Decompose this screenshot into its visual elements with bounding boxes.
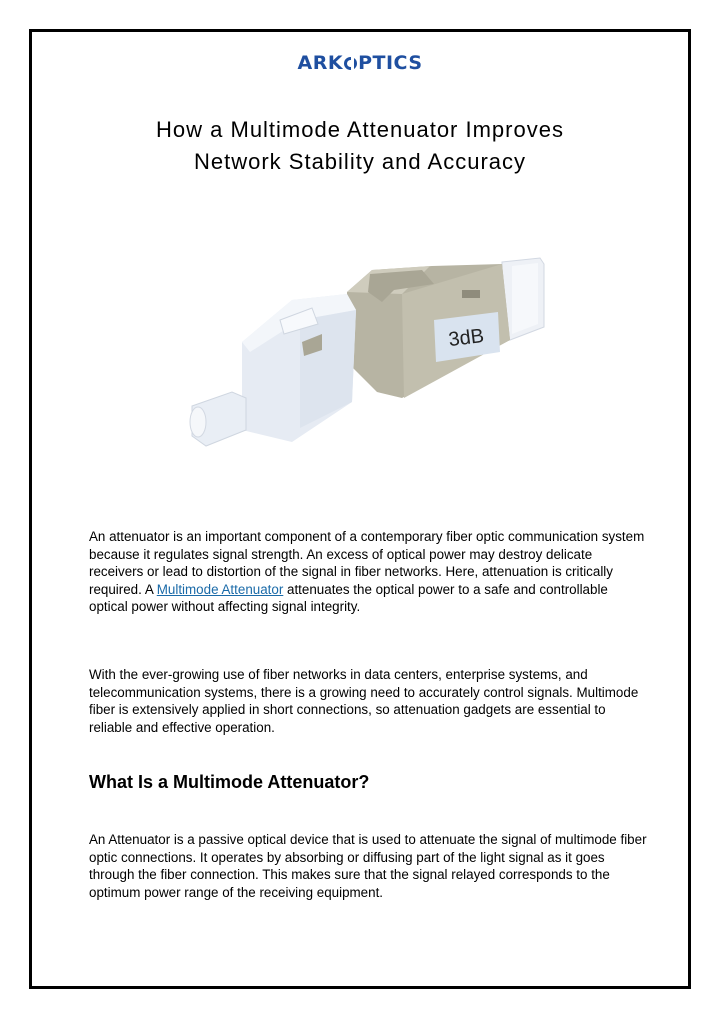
context-paragraph: With the ever-growing use of fiber networks in data centers, enterprise systems, and telecommunication systems, there is a growing need to accurately control signals. Multimode fiber is extensively applied in short connections, so attenuation gadgets are essential to reliable and effective operation. — [89, 667, 639, 735]
title-line-1: How a Multimode Attenuator Improves — [156, 117, 564, 142]
lc-connector — [242, 294, 356, 442]
multimode-attenuator-link[interactable]: Multimode Attenuator — [156, 581, 284, 597]
ferrule-cap — [190, 392, 246, 446]
logo-prefix: ARK — [297, 52, 344, 74]
page-frame — [29, 29, 691, 989]
title-line-2: Network Stability and Accuracy — [193, 149, 527, 174]
attenuation-value: 3dB — [447, 324, 486, 352]
intro-text-after-link: attenuates the optical power to a safe and controllable optical power without affecting signal integrity. — [89, 581, 608, 615]
attenuation-label — [434, 312, 500, 362]
section-heading: What Is a Multimode Attenuator? — [89, 772, 370, 792]
intro-paragraph — [89, 528, 649, 616]
logo-suffix: PTICS — [358, 52, 423, 74]
arkoptics-logo — [32, 52, 688, 74]
attenuator-product-image — [172, 192, 572, 492]
page-title — [32, 114, 688, 178]
intro-text-before-link: An attenuator is an important component of a contemporary fiber optic communication system because it regulates signal strength. An excess of optical power may destroy delicate receivers or lead to distortion of the signal in fiber networks. Here, attenuation is critically required. A — [89, 529, 645, 597]
definition-paragraph: An Attenuator is a passive optical device that is used to attenuate the signal of multimode fiber optic connections. It operates by absorbing or diffusing part of the light signal as it goes through the fiber connection. This makes sure that the signal relayed corresponds to the optimum power range of the receiving equipment. — [89, 832, 647, 900]
logo-o-icon — [344, 57, 357, 70]
